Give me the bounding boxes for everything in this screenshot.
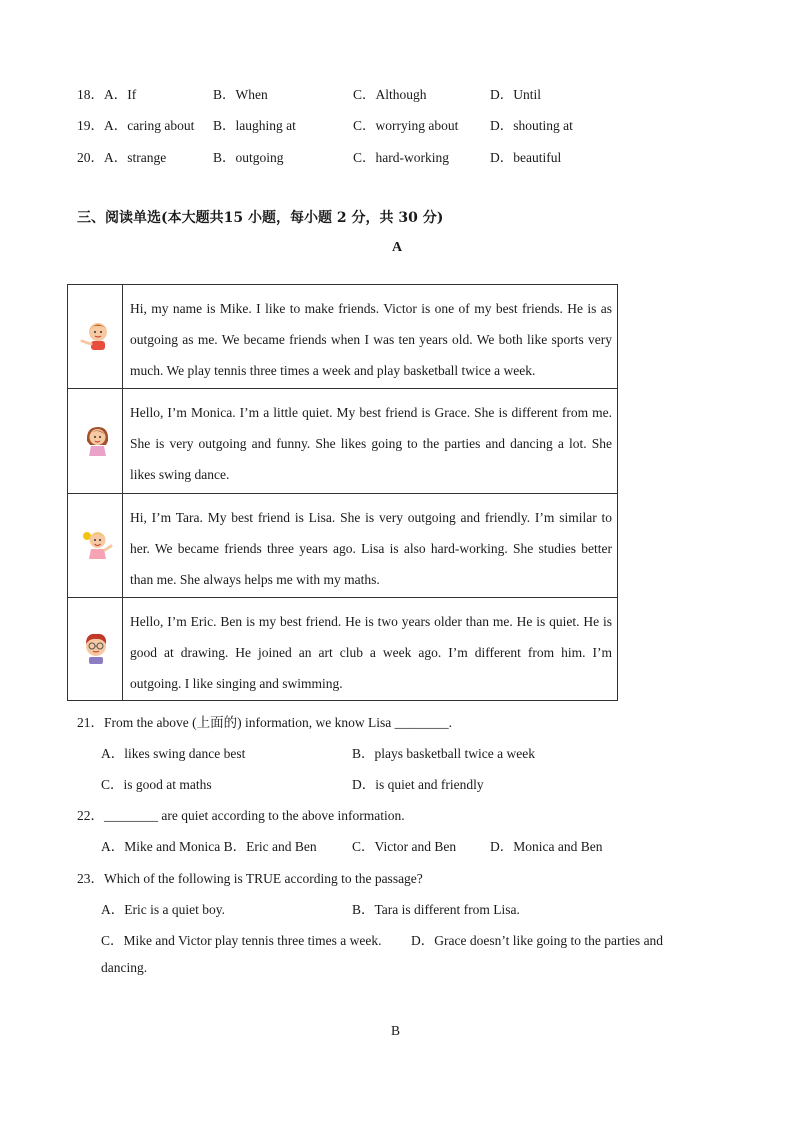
question-23-option-a: A．Eric is a quiet boy. — [101, 902, 225, 917]
option-a: A．If — [104, 87, 137, 102]
next-passage-letter: B — [391, 1023, 401, 1038]
passage-row-monica — [68, 389, 617, 494]
avatar-cell — [68, 285, 123, 388]
option-b: B．laughing at — [213, 118, 296, 133]
option-b: B．When — [213, 87, 268, 102]
option-d: D．beautiful — [490, 150, 562, 165]
option-d: D．shouting at — [490, 118, 573, 133]
option-c: C．worrying about — [353, 118, 459, 133]
question-21-option-c: C．is good at maths — [101, 777, 212, 792]
girl-brown-hair-avatar-icon — [78, 423, 114, 459]
question-21-stem: 21．From the above (上面的) information, we know Lisa ________. — [77, 715, 452, 730]
question-22-option-c: C．Victor and Ben — [352, 839, 457, 854]
option-c: C．hard-working — [353, 150, 449, 165]
option-d: D．Until — [490, 87, 542, 102]
passage-row-tara — [68, 494, 617, 598]
question-22-option-ab: A．Mike and Monica B．Eric and Ben — [101, 839, 317, 854]
question-23-option-d: D．Grace doesn’t like going to the parties and — [411, 933, 664, 948]
question-23-option-d-continued: dancing. — [101, 960, 148, 975]
passage-table — [67, 284, 618, 701]
avatar-cell — [68, 494, 123, 597]
question-number: 18． — [77, 87, 104, 102]
passage-row-mike — [68, 285, 617, 389]
passage-text: Hello, I’m Eric. Ben is my best friend. He is two years older than me. He is quiet. He is good at drawing. He joined an art club a week ago. I’m different from him. I’m outgoing. I like singing and swimming. — [130, 614, 612, 691]
passage-row-eric — [68, 598, 617, 700]
boy-glasses-avatar-icon — [78, 630, 114, 666]
question-21-option-a: A．likes swing dance best — [101, 746, 246, 761]
question-23-option-b: B．Tara is different from Lisa. — [352, 902, 520, 917]
avatar-cell — [68, 389, 123, 493]
question-number: 20． — [77, 150, 104, 165]
boy-avatar-icon — [78, 317, 114, 353]
girl-blonde-hair-avatar-icon — [78, 526, 114, 562]
section-heading: 三、阅读单选(本大题共15 小题，每小题 2 分，共 30 分) — [77, 210, 444, 226]
option-c: C．Although — [353, 87, 427, 102]
option-a: A．strange — [104, 150, 167, 165]
option-a: A．caring about — [104, 118, 195, 133]
passage-text: Hello, I’m Monica. I’m a little quiet. My best friend is Grace. She is different from me. She is very outgoing and funny. She likes going to the parties and dancing a lot. She likes swing dance. — [130, 405, 612, 482]
option-b: B．outgoing — [213, 150, 284, 165]
question-18 — [77, 83, 757, 101]
question-22-option-d: D．Monica and Ben — [490, 839, 603, 854]
passage-letter: A — [392, 240, 403, 255]
question-23-stem: 23．Which of the following is TRUE according to the passage? — [77, 871, 423, 886]
avatar-cell — [68, 598, 123, 700]
question-number: 19． — [77, 118, 104, 133]
question-19 — [77, 114, 757, 132]
passage-text: Hi, my name is Mike. I like to make friends. Victor is one of my best friends. He is as outgoing as me. We became friends when I was ten years old. We both like sports very much. We play tennis three times a week and play basketball twice a week. — [130, 301, 612, 378]
question-20 — [77, 146, 757, 164]
passage-text: Hi, I’m Tara. My best friend is Lisa. She is very outgoing and friendly. I’m similar to her. We became friends three years ago. Lisa is also hard-working. She studies better than me. She always helps me with my maths. — [130, 510, 612, 587]
question-22-stem: 22．________ are quiet according to the above information. — [77, 808, 405, 823]
question-21-option-b: B．plays basketball twice a week — [352, 746, 535, 761]
question-21-option-d: D．is quiet and friendly — [352, 777, 484, 792]
question-23-option-c: C．Mike and Victor play tennis three times a week. — [101, 933, 382, 948]
